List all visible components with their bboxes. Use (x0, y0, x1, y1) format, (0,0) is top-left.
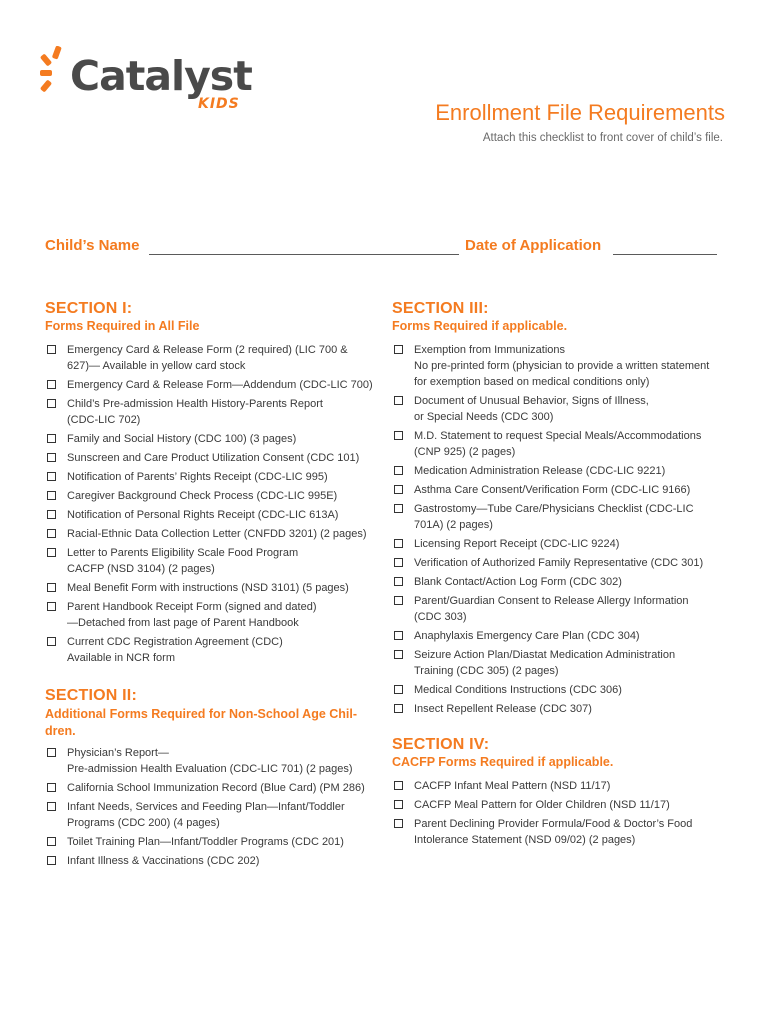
date-of-application-field[interactable] (613, 254, 717, 255)
checklist-item-text: Notification of Personal Rights Receipt (CDC-LIC 613A) (67, 509, 339, 521)
checkbox[interactable] (394, 704, 403, 713)
section-3-subheading: Forms Required if applicable. (392, 319, 568, 333)
checklist-item (392, 574, 732, 590)
logo-kids-text: KIDS (198, 96, 240, 112)
sunburst-logo-icon (40, 46, 72, 94)
checklist-item-text: Caregiver Background Check Process (CDC-LIC 995E) (67, 490, 338, 502)
checklist-item-text: Meal Benefit Form with instructions (NSD 3101) (5 pages) (67, 582, 349, 594)
checklist-item-text: Anaphylaxis Emergency Care Plan (CDC 304) (414, 630, 640, 642)
checklist-item (45, 450, 385, 466)
checklist-item-text: Pre-admission Health Evaluation (CDC-LIC 701) (2 pages) (67, 763, 353, 775)
checkbox[interactable] (47, 472, 56, 481)
date-of-application-label: Date of Application (465, 237, 602, 254)
checklist-item (392, 428, 732, 460)
checklist-item (392, 647, 732, 679)
checkbox[interactable] (47, 602, 56, 611)
section-4-heading: SECTION IV: (392, 736, 490, 753)
checkbox[interactable] (394, 396, 403, 405)
checkbox[interactable] (394, 504, 403, 513)
checklist-item (45, 431, 385, 447)
checklist-item (45, 799, 385, 831)
checklist-item-text: Seizure Action Plan/Diastat Medication Administration (414, 649, 676, 661)
checklist-item-text: Letter to Parents Eligibility Scale Food Program (67, 547, 299, 559)
checklist-item-text: Intolerance Statement (NSD 09/02) (2 pages) (414, 834, 636, 846)
checkbox[interactable] (47, 548, 56, 557)
checklist-item-text: Parent Handbook Receipt Form (signed and dated) (67, 601, 317, 613)
checklist-item (392, 628, 732, 644)
checklist-item-text: Medical Conditions Instructions (CDC 306) (414, 684, 622, 696)
checkbox[interactable] (47, 783, 56, 792)
checklist-item-text: Asthma Care Consent/Verification Form (CDC-LIC 9166) (414, 484, 691, 496)
checklist-item-text: Emergency Card & Release Form (2 required) (LIC 700 & (67, 344, 348, 356)
checkbox[interactable] (47, 380, 56, 389)
checkbox[interactable] (394, 631, 403, 640)
checklist-item-text: Insect Repellent Release (CDC 307) (414, 703, 592, 715)
page-subtitle: Attach this checklist to front cover of child’s file. (482, 132, 723, 144)
checklist-item-text: Physician’s Report— (67, 747, 169, 759)
checkbox[interactable] (394, 685, 403, 694)
checklist-item-text: (CDC-LIC 702) (67, 414, 141, 426)
checklist-item-text: CACFP (NSD 3104) (2 pages) (67, 563, 215, 575)
checklist-item-text: Verification of Authorized Family Representative (CDC 301) (414, 557, 704, 569)
checklist-item-text: Blank Contact/Action Log Form (CDC 302) (414, 576, 622, 588)
checklist-item-text: for exemption based on medical conditions only) (414, 376, 650, 388)
page-title: Enrollment File Requirements (435, 100, 725, 125)
checklist-item-text: Available in NCR form (67, 652, 176, 664)
checkbox[interactable] (47, 510, 56, 519)
section-4-checklist (392, 778, 732, 851)
checklist-item (392, 536, 732, 552)
section-1-subheading: Forms Required in All File (45, 319, 200, 333)
checkbox[interactable] (394, 558, 403, 567)
checklist-item (45, 342, 385, 374)
child-name-label: Child’s Name (45, 237, 140, 254)
checklist-item (45, 634, 385, 666)
checklist-item (392, 682, 732, 698)
checklist-item (392, 501, 732, 533)
checkbox[interactable] (47, 583, 56, 592)
checkbox[interactable] (47, 748, 56, 757)
checklist-item-text: CACFP Infant Meal Pattern (NSD 11/17) (414, 780, 611, 792)
checklist-item-text: Toilet Training Plan—Infant/Toddler Programs (CDC 201) (67, 836, 344, 848)
checklist-item-text: Training (CDC 305) (2 pages) (414, 665, 559, 677)
checklist-item-text: (CNP 925) (2 pages) (414, 446, 516, 458)
child-info-fields (45, 237, 725, 259)
checklist-item-text: (CDC 303) (414, 611, 467, 623)
section-3-checklist (392, 342, 732, 720)
checklist-item (45, 377, 385, 393)
section-4-subheading: CACFP Forms Required if applicable. (392, 755, 614, 769)
section-2-checklist (45, 745, 385, 872)
checkbox[interactable] (394, 485, 403, 494)
checklist-item-text: Gastrostomy—Tube Care/Physicians Checklist (CDC-LIC (414, 503, 694, 515)
checkbox[interactable] (47, 453, 56, 462)
checklist-item-text: —Detached from last page of Parent Handbook (67, 617, 299, 629)
checkbox[interactable] (394, 466, 403, 475)
checklist-item-text: Family and Social History (CDC 100) (3 pages) (67, 433, 297, 445)
checkbox[interactable] (394, 800, 403, 809)
checkbox[interactable] (47, 802, 56, 811)
checklist-item (392, 482, 732, 498)
checklist-item (45, 580, 385, 596)
checklist-item-text: or Special Needs (CDC 300) (414, 411, 554, 423)
checklist-item (392, 816, 732, 848)
checklist-item-text: Document of Unusual Behavior, Signs of Illness, (414, 395, 649, 407)
checklist-item-text: No pre-printed form (physician to provide a written statement (414, 360, 710, 372)
checkbox[interactable] (47, 637, 56, 646)
checklist-item-text: Licensing Report Receipt (CDC-LIC 9224) (414, 538, 620, 550)
checklist-item (45, 526, 385, 542)
section-3-heading: SECTION III: (392, 300, 489, 317)
checklist-item-text: Child’s Pre-admission Health History-Parents Report (67, 398, 323, 410)
section-1-checklist (45, 342, 385, 669)
checklist-item-text: Emergency Card & Release Form—Addendum (CDC-LIC 700) (67, 379, 373, 391)
section-1-heading: SECTION I: (45, 300, 133, 317)
checklist-item-text: Medication Administration Release (CDC-LIC 9221) (414, 465, 666, 477)
checklist-item (392, 555, 732, 571)
logo-wordmark: Catalyst (70, 52, 252, 100)
checklist-item-text: CACFP Meal Pattern for Older Children (NSD 11/17) (414, 799, 670, 811)
checklist-item-text: Sunscreen and Care Product Utilization Consent (CDC 101) (67, 452, 360, 464)
checkbox[interactable] (394, 577, 403, 586)
checklist-item (45, 853, 385, 869)
checklist-item-text: Current CDC Registration Agreement (CDC) (67, 636, 283, 648)
checklist-item (45, 834, 385, 850)
checkbox[interactable] (394, 781, 403, 790)
checkbox[interactable] (394, 431, 403, 440)
checklist-item (392, 393, 732, 425)
checklist-item (45, 599, 385, 631)
checklist-item-text: Racial-Ethnic Data Collection Letter (CNFDD 3201) (2 pages) (67, 528, 367, 540)
checklist-item (45, 488, 385, 504)
checkbox[interactable] (47, 491, 56, 500)
checklist-item (392, 593, 732, 625)
checklist-item-text: Infant Illness & Vaccinations (CDC 202) (67, 855, 260, 867)
catalyst-kids-logo (40, 44, 260, 124)
checklist-item (45, 545, 385, 577)
checkbox[interactable] (47, 856, 56, 865)
checklist-item (45, 396, 385, 428)
section-2-heading: SECTION II: (45, 687, 137, 704)
checklist-item (45, 469, 385, 485)
checkbox[interactable] (394, 345, 403, 354)
checklist-item-text: 701A) (2 pages) (414, 519, 493, 531)
checklist-item (45, 507, 385, 523)
checklist-item-text: M.D. Statement to request Special Meals/Accommodations (414, 430, 702, 442)
checklist-item (45, 745, 385, 777)
checklist-item-text: Infant Needs, Services and Feeding Plan—Infant/Toddler (67, 801, 345, 813)
section-2-subheading: Additional Forms Required for Non-School Age Chil- dren. (45, 707, 358, 738)
checkbox[interactable] (47, 434, 56, 443)
checklist-item-text: 627)— Available in yellow card stock (67, 360, 246, 372)
checklist-item-text: Parent/Guardian Consent to Release Allergy Information (414, 595, 689, 607)
checklist-item (45, 780, 385, 796)
child-name-field[interactable] (149, 254, 459, 255)
checklist-item-text: Notification of Parents’ Rights Receipt (CDC-LIC 995) (67, 471, 328, 483)
checkbox[interactable] (47, 345, 56, 354)
checklist-item (392, 463, 732, 479)
checkbox[interactable] (394, 539, 403, 548)
checklist-item-text: California School Immunization Record (Blue Card) (PM 286) (67, 782, 365, 794)
checklist-item (392, 701, 732, 717)
checklist-item-text: Programs (CDC 200) (4 pages) (67, 817, 220, 829)
checklist-item-text: Parent Declining Provider Formula/Food & Doctor’s Food (414, 818, 693, 830)
checkbox[interactable] (47, 399, 56, 408)
checkbox[interactable] (394, 819, 403, 828)
checklist-item (392, 342, 732, 390)
checklist-item (392, 778, 732, 794)
checkbox[interactable] (394, 596, 403, 605)
checklist-item (392, 797, 732, 813)
checklist-item-text: Exemption from Immunizations (414, 344, 565, 356)
checkbox[interactable] (47, 529, 56, 538)
checkbox[interactable] (47, 837, 56, 846)
checkbox[interactable] (394, 650, 403, 659)
